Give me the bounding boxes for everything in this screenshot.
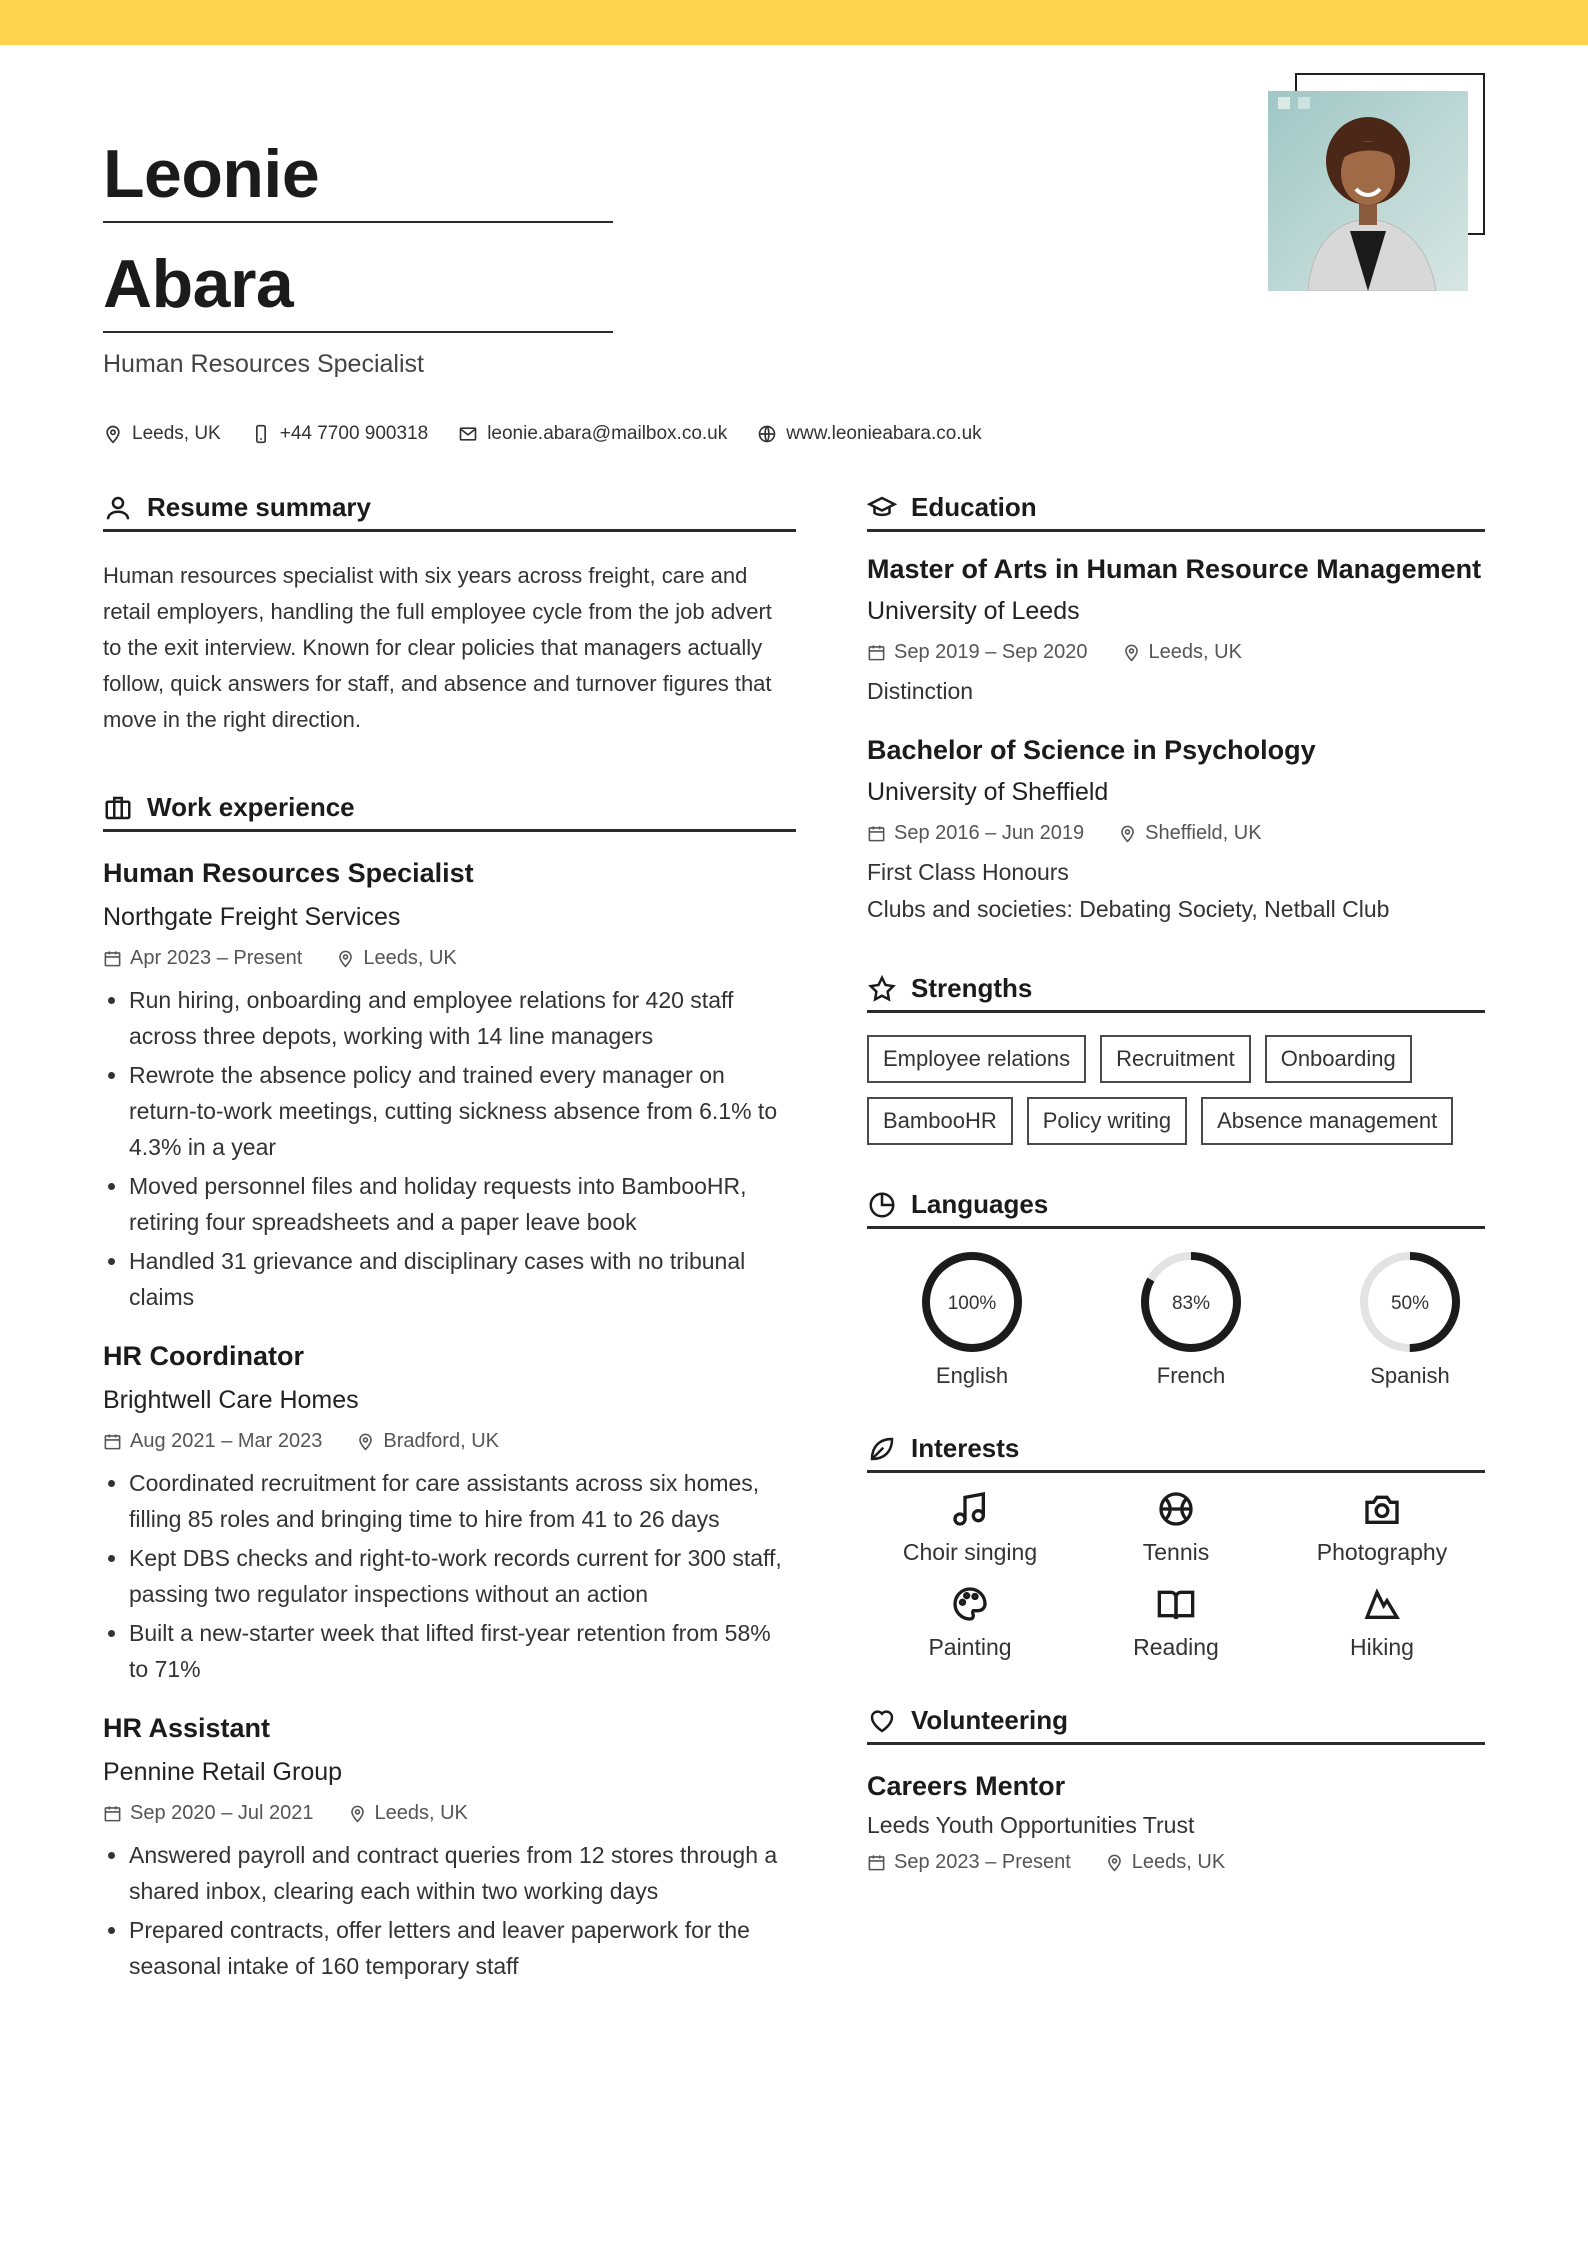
edu-location: Sheffield, UK (1145, 822, 1262, 844)
interest-label: Choir singing (902, 1539, 1038, 1565)
interest-label: Photography (1316, 1539, 1448, 1565)
job-role: HR Assistant (103, 1713, 271, 1743)
job-dates: Apr 2023 – Present (130, 947, 303, 969)
strength-tag: Policy writing (1027, 1097, 1187, 1145)
profile-photo (1268, 91, 1468, 291)
volunteering-heading: Volunteering (911, 1705, 1068, 1735)
name-divider (103, 331, 613, 333)
first-name: Leonie (103, 136, 320, 212)
strength-tag: Absence management (1201, 1097, 1453, 1145)
interest-label: Reading (1133, 1634, 1219, 1660)
heart-icon (867, 1706, 897, 1736)
leaf-icon (867, 1434, 897, 1464)
contact-website[interactable] (757, 423, 981, 445)
interest-item (867, 1584, 1073, 1661)
calendar-icon (103, 1804, 122, 1823)
book-icon (1156, 1584, 1196, 1624)
summary-text: Human resources specialist with six years across freight, care and retail employers, handling the full employee cycle from the job advert to the exit interview. Known for clear policies that managers actually follow, quick answers for staff, and absence and turnover figures that move in the right direction. (103, 563, 772, 732)
envelope-icon (458, 424, 478, 444)
job-bullet: • Rewrote the absence policy and trained every manager on return-to-work meetings, cutting sickness absence from 6.1% to 4.3% in a year (129, 1057, 796, 1165)
job-bullets (103, 1837, 796, 1984)
edu-degree: Bachelor of Science in Psychology (867, 735, 1316, 765)
accent-top-bar (0, 0, 1588, 45)
languages-heading: Languages (911, 1189, 1049, 1219)
contact-email[interactable] (458, 423, 727, 445)
pie-chart-icon (867, 1190, 897, 1220)
job-location: Leeds, UK (374, 1802, 468, 1824)
right-column (867, 492, 1485, 1874)
job-company: Brightwell Care Homes (103, 1386, 359, 1414)
language-item (909, 1249, 1035, 1389)
edu-detail: Distinction (867, 678, 974, 704)
interests-heading: Interests (911, 1433, 1020, 1463)
strengths-tags (867, 1035, 1485, 1145)
location-pin-icon (1105, 1853, 1124, 1872)
language-level-label: 100% (947, 1293, 997, 1314)
calendar-icon (867, 1853, 886, 1872)
location-pin-icon (1122, 643, 1141, 662)
location-pin-icon (336, 949, 355, 968)
person-icon (103, 493, 133, 523)
strength-tag: Onboarding (1265, 1035, 1412, 1083)
language-name: English (935, 1363, 1009, 1388)
job-dates: Sep 2020 – Jul 2021 (130, 1802, 314, 1824)
language-name: Spanish (1370, 1363, 1450, 1388)
edu-degree: Master of Arts in Human Resource Management (867, 554, 1482, 584)
interest-item (1279, 1489, 1485, 1566)
job-meta (103, 947, 796, 970)
education-entry (867, 735, 1485, 923)
calendar-icon (103, 949, 122, 968)
interests-section-header (867, 1433, 1485, 1473)
language-item (1128, 1249, 1254, 1389)
job-meta (103, 1802, 796, 1825)
languages-list (867, 1249, 1485, 1389)
left-column (103, 492, 796, 1987)
website-link[interactable]: www.leonieabara.co.uk (786, 423, 982, 444)
interest-label: Painting (928, 1634, 1012, 1660)
job-bullet: • Answered payroll and contract queries from 12 stores through a shared inbox, clearing each within two working days (129, 1837, 796, 1909)
volunteer-location: Leeds, UK (1131, 1851, 1226, 1873)
job-location: Bradford, UK (383, 1430, 499, 1452)
experience-heading: Work experience (147, 792, 355, 822)
location-text: Leeds, UK (132, 423, 221, 444)
experience-section-header (103, 792, 796, 832)
briefcase-icon (103, 793, 133, 823)
job-entry (103, 858, 796, 1315)
job-bullet: • Moved personnel files and holiday requests into BambooHR, retiring four spreadsheets and a paper leave book (129, 1168, 796, 1240)
last-name: Abara (103, 246, 294, 322)
interest-label: Tennis (1142, 1539, 1210, 1565)
language-level-ring (1138, 1249, 1244, 1355)
job-entry (103, 1341, 796, 1687)
phone-icon (251, 424, 271, 444)
strengths-heading: Strengths (911, 973, 1033, 1003)
job-company: Northgate Freight Services (103, 903, 401, 931)
location-pin-icon (348, 1804, 367, 1823)
summary-heading: Resume summary (147, 492, 371, 522)
job-role: Human Resources Specialist (103, 858, 474, 888)
email-link[interactable]: leonie.abara@mailbox.co.uk (487, 423, 728, 444)
palette-icon (950, 1584, 990, 1624)
job-title: Human Resources Specialist (103, 350, 424, 378)
interest-item (1073, 1489, 1279, 1566)
job-bullets (103, 982, 796, 1315)
job-dates: Aug 2021 – Mar 2023 (130, 1430, 323, 1452)
language-name: French (1156, 1363, 1226, 1388)
star-icon (867, 974, 897, 1004)
job-meta (103, 1430, 796, 1453)
edu-school: University of Leeds (867, 597, 1080, 625)
edu-meta (867, 822, 1485, 845)
volunteer-role: Careers Mentor (867, 1771, 1066, 1801)
phone-text: +44 7700 900318 (279, 423, 429, 444)
calendar-icon (867, 824, 886, 843)
strength-tag: Recruitment (1100, 1035, 1251, 1083)
education-heading: Education (911, 492, 1037, 522)
calendar-icon (867, 643, 886, 662)
edu-dates: Sep 2016 – Jun 2019 (894, 822, 1085, 844)
education-entry (867, 554, 1485, 705)
job-bullet: • Coordinated recruitment for care assistants across six homes, filling 85 roles and bringing time to hire from 41 to 26 days (129, 1465, 796, 1537)
calendar-icon (103, 1432, 122, 1451)
volunteering-section-header (867, 1705, 1485, 1745)
language-level-ring (1357, 1249, 1463, 1355)
globe-icon (757, 424, 777, 444)
edu-location: Leeds, UK (1148, 641, 1242, 663)
location-pin-icon (103, 424, 123, 444)
job-entry (103, 1713, 796, 1984)
volunteer-dates: Sep 2023 – Present (894, 1851, 1071, 1873)
summary-section-header (103, 492, 796, 532)
contact-phone (251, 423, 428, 445)
graduation-cap-icon (867, 493, 897, 523)
job-bullets (103, 1465, 796, 1687)
strengths-section-header (867, 973, 1485, 1013)
edu-detail: First Class Honours (867, 859, 1069, 885)
job-bullet: • Run hiring, onboarding and employee relations for 420 staff across three depots, working with 14 line managers (129, 982, 796, 1054)
camera-icon (1362, 1489, 1402, 1529)
language-level-label: 83% (1171, 1293, 1211, 1314)
language-level-ring (919, 1249, 1025, 1355)
languages-section-header (867, 1189, 1485, 1229)
job-bullet: • Handled 31 grievance and disciplinary cases with no tribunal claims (129, 1243, 796, 1315)
location-pin-icon (356, 1432, 375, 1451)
education-section-header (867, 492, 1485, 532)
strength-tag: BambooHR (867, 1097, 1013, 1145)
interest-label: Hiking (1350, 1634, 1414, 1660)
job-company: Pennine Retail Group (103, 1758, 343, 1786)
job-role: HR Coordinator (103, 1341, 304, 1371)
interest-item (1279, 1584, 1485, 1661)
mountain-icon (1362, 1584, 1402, 1624)
job-bullet: • Kept DBS checks and right-to-work records current for 300 staff, passing two regulator inspections without an action (129, 1540, 796, 1612)
volunteer-organization: Leeds Youth Opportunities Trust (867, 1812, 1195, 1838)
job-bullet: • Built a new-starter week that lifted first-year retention from 58% to 71% (129, 1615, 796, 1687)
edu-dates: Sep 2019 – Sep 2020 (894, 641, 1088, 663)
volunteer-meta (867, 1851, 1485, 1874)
edu-detail: Clubs and societies: Debating Society, Netball Club (867, 896, 1390, 922)
language-level-label: 50% (1390, 1293, 1430, 1314)
interests-grid (867, 1489, 1485, 1661)
language-item (1347, 1249, 1473, 1389)
location-pin-icon (1118, 824, 1137, 843)
contact-location (103, 423, 221, 445)
job-bullet: • Prepared contracts, offer letters and leaver paperwork for the seasonal intake of 160 temporary staff (129, 1912, 796, 1984)
name-divider (103, 221, 613, 223)
edu-school: University of Sheffield (867, 778, 1109, 806)
interest-item (867, 1489, 1073, 1566)
interest-item (1073, 1584, 1279, 1661)
edu-meta (867, 641, 1485, 664)
tennis-ball-icon (1156, 1489, 1196, 1529)
contact-row (103, 423, 982, 445)
music-note-icon (950, 1489, 990, 1529)
job-location: Leeds, UK (363, 947, 457, 969)
strength-tag: Employee relations (867, 1035, 1086, 1083)
